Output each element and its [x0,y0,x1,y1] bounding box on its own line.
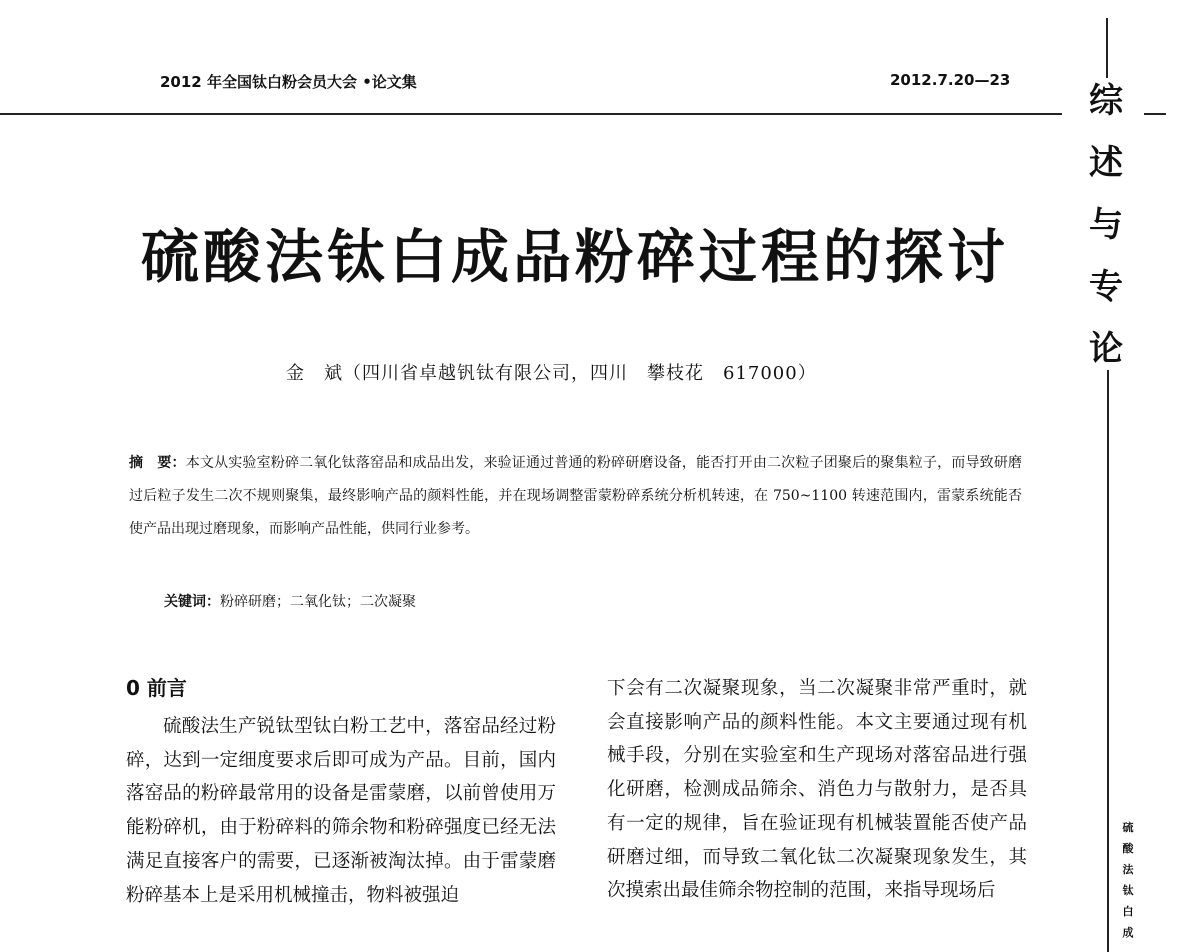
abstract-text: 本文从实验室粉碎二氧化钛落窑品和成品出发，来验证通过普通的粉碎研磨设备，能否打开由二次粒子团聚后的聚集粒子，而导致研磨过后粒子发生二次不规则聚集，最终影响产品的颜料性能，并在现场调整雷蒙粉碎系统分析机转速，在 750~1100 转速范围内，雷蒙系统能否使产品出现过磨现象，而影响产品性能，供同行业参考。 [129,455,1023,537]
side-rule-long [1107,370,1109,952]
side-tab-char: 白 [1122,905,1134,918]
keywords-text: 粉碎研磨；二氧化钛；二次凝聚 [220,594,416,610]
side-tab-char: 硫 [1122,821,1134,834]
body-text-left-column: 硫酸法生产锐钛型钛白粉工艺中，落窑品经过粉碎，达到一定细度要求后即可成为产品。目前，国内落窑品的粉碎最常用的设备是雷蒙磨，以前曾使用万能粉碎机，由于粉碎料的筛余物和粉碎强度已经无法满足直接客户的需要，已逐渐被淘汰掉。由于雷蒙磨粉碎基本上是采用机械撞击，物料被强迫 [126,716,556,906]
running-header-dates: 2012.7.20—23 [890,71,1011,89]
author-affiliation: 金 斌（四川省卓越钒钛有限公司，四川 攀枝花 617000） [286,363,817,384]
side-label-char: 专 [1089,267,1123,307]
side-label-char: 与 [1089,205,1123,245]
side-label-char: 综 [1089,81,1123,121]
side-label-char: 述 [1089,143,1123,183]
side-title-tab [1118,822,1138,948]
body-text-right-column: 下会有二次凝聚现象，当二次凝聚非常严重时，就会直接影响产品的颜料性能。本文主要通过现有机械手段，分别在实验室和生产现场对落窑品进行强化研磨，检测成品筛余、消色力与散射力，是否具有一定的规律，旨在验证现有机械装置能否使产品研磨过细，而导致二氧化钛二次凝聚现象发生，其次摸索出最佳筛余物控制的范围，来指导现场后 [607,678,1027,902]
side-rule-dash [1144,113,1166,115]
running-header-conference: 2012 年全国钛白粉会员大会 •论文集 [160,73,417,91]
side-tab-char: 成 [1122,926,1134,939]
side-tab-char: 法 [1122,863,1134,876]
side-tab-char: 酸 [1122,842,1134,855]
section-side-label [1078,81,1134,394]
side-rule-top [1106,18,1108,78]
keywords [164,591,416,611]
abstract-label: 摘 要： [129,455,186,471]
header-rule [0,113,1062,115]
paper-title: 硫酸法钛白成品粉碎过程的探讨 [140,223,1009,291]
abstract [129,447,1022,546]
side-label-char: 论 [1089,329,1123,369]
keywords-label: 关键词： [164,594,220,610]
side-tab-char: 钛 [1122,884,1134,897]
section-heading-intro: 0 前言 [126,676,187,700]
